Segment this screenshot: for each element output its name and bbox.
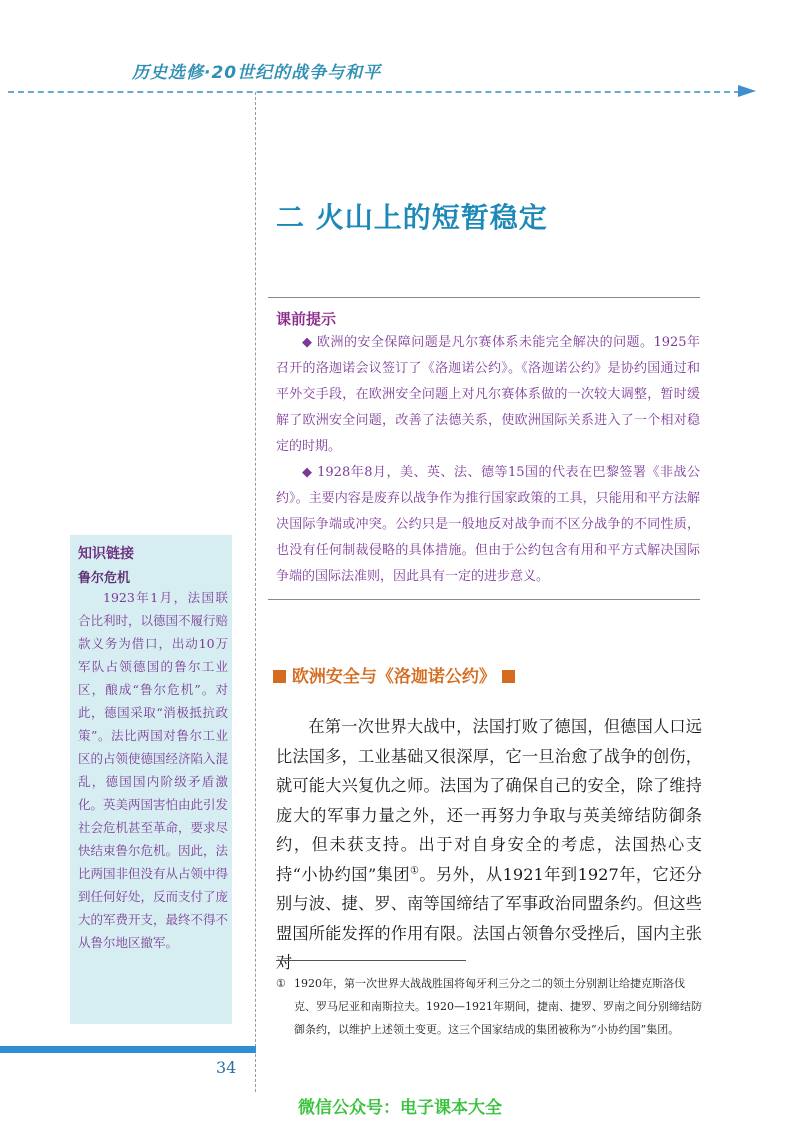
square-bullet-icon — [502, 670, 515, 683]
footnote-rule — [276, 960, 466, 961]
knowledge-link-text — [78, 586, 228, 954]
pre-lesson-text — [276, 330, 700, 590]
pre-lesson-paragraph: ◆ 欧洲的安全保障问题是凡尔赛体系未能完全解决的问题。1925年召开的洛迦诺会议签订了《洛迦诺公约》。《洛迦诺公约》是协约国通过和平外交手段，在欧洲安全问题上对凡尔赛体系做的一次较大调整，暂时缓解了欧洲安全问题，改善了法德关系，使欧洲国际关系进入了一个相对稳定的时期。 — [276, 335, 700, 454]
page-number: 34 — [216, 1058, 237, 1077]
pre-lesson-top-rule — [268, 297, 700, 298]
header-dashed-rule — [8, 91, 740, 93]
knowledge-link-title: 知识链接 — [78, 546, 134, 562]
knowledge-link-subtitle: 鲁尔危机 — [78, 571, 131, 586]
knowledge-link-paragraph: 1923年1月，法国联合比利时，以德国不履行赔款义务为借口，出动10万军队占领德国的鲁尔工业区，酿成“鲁尔危机”。对此，德国采取“消极抵抗政策”。法比两国对鲁尔工业区的占领使德国经济陷入混乱，德国国内阶级矛盾激化。英美两国害怕由此引发社会危机甚至革命，要求尽快结束鲁尔危机。因此，法比两国非但没有从占领中得到任何好处，反而支付了庞大的军费开支，最终不得不从鲁尔地区撤军。 — [78, 590, 229, 950]
watermark-text: 微信公众号：电子课本大全 — [298, 1098, 502, 1118]
subsection-heading — [273, 662, 515, 687]
subsection-title: 欧洲安全与《洛迦诺公约》 — [291, 667, 496, 687]
pre-lesson-paragraph: ◆ 1928年8月，美、英、法、德等15国的代表在巴黎签署《非战公约》。主要内容是废弃以战争作为推行国家政策的工具，只能用和平方法解决国际争端或冲突。公约只是一般地反对战争而不区分战争的不同性质，也没有任何制裁侵略的具体措施。但由于公约包含有用和平方式解决国际争端的国际法准则，因此具有一定的进步意义。 — [276, 465, 700, 584]
header-arrow-icon — [738, 85, 756, 97]
pre-lesson-bottom-rule — [268, 599, 700, 600]
body-text — [276, 712, 702, 978]
footnote-text: 1920年，第一次世界大战战胜国将匈牙利三分之二的领土分别割让给捷克斯洛伐克、罗马尼亚和南斯拉夫。1920—1921年期间，捷南、捷罗、罗南之间分别缔结防御条约，以维护上述领土变更。这三个国家结成的集团被称为“小协约国”集团。 — [294, 977, 702, 1036]
body-text-a: 在第一次世界大战中，法国打败了德国，但德国人口远比法国多，工业基础又很深厚，它一旦治愈了战争的创伤，就可能大兴复仇之师。法国为了确保自己的安全，除了维持庞大的军事力量之外，还一再努力争取与英美缔结防御条约，但未获支持。出于对自身安全的考虑，法国热心支持“小协约国”集团 — [276, 717, 702, 884]
section-title: 二 火山上的短暂稳定 — [276, 201, 548, 234]
footnote-mark: ① — [276, 977, 286, 990]
book-series-title: 历史选修·20世纪的战争与和平 — [132, 63, 382, 83]
square-bullet-icon — [273, 670, 286, 683]
column-divider — [255, 92, 256, 1092]
body-paragraph — [276, 712, 702, 978]
footnote — [276, 972, 704, 1041]
footnote-reference[interactable]: ① — [409, 865, 420, 877]
footer-blue-bar — [0, 1046, 256, 1053]
body-text-b: 。另外，从1921年到1927年，它还分别与波、捷、罗、南等国缔结了军事政治同盟条约。但这些盟国所能发挥的作用有限。法国占领鲁尔受挫后，国内主张对 — [276, 864, 702, 972]
pre-lesson-label: 课前提示 — [276, 310, 337, 328]
